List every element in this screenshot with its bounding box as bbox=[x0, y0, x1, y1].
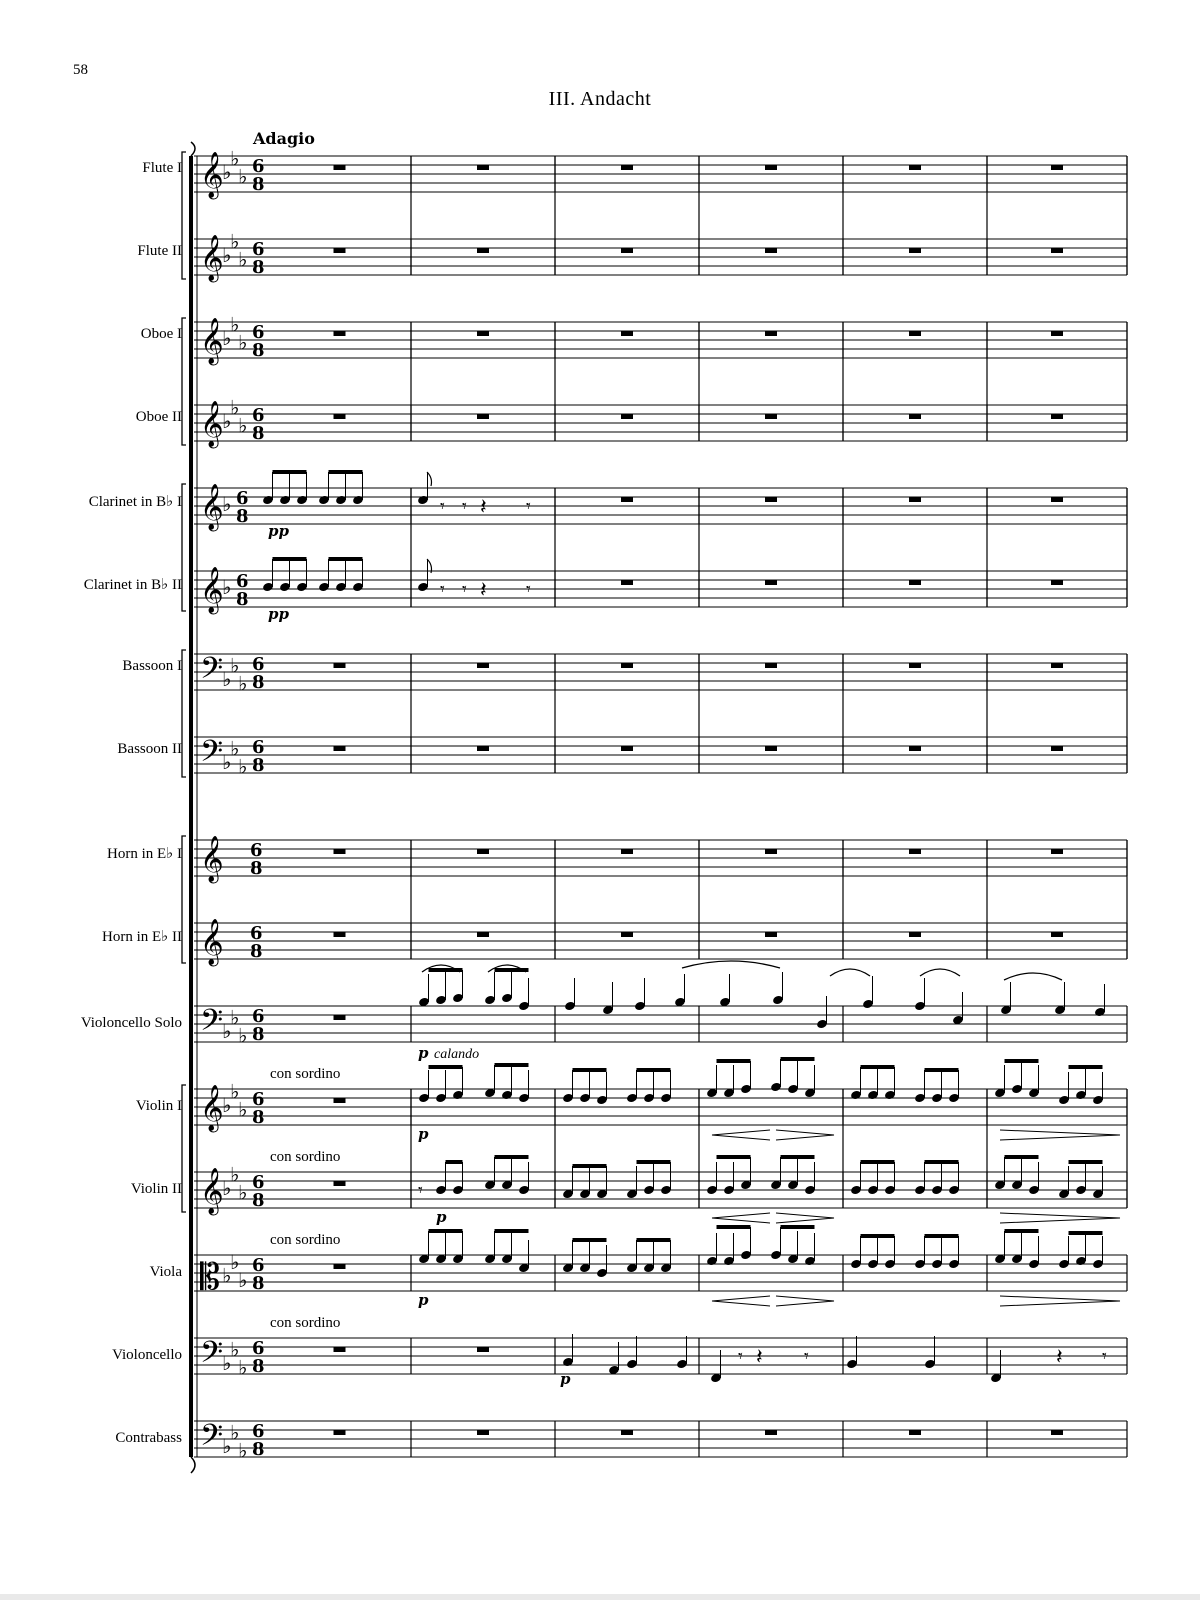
time-signature-bottom: 8 bbox=[252, 1273, 265, 1294]
treble-clef-icon: 𝄞 bbox=[200, 1168, 224, 1214]
whole-rest bbox=[909, 663, 921, 668]
slur bbox=[830, 969, 870, 976]
key-flat: ♭ bbox=[222, 1093, 232, 1117]
whole-rest bbox=[765, 1430, 777, 1435]
whole-rest bbox=[621, 165, 633, 170]
bass-clef-icon: 𝄢 bbox=[200, 1004, 224, 1045]
key-flat: ♭ bbox=[222, 1019, 232, 1043]
time-signature-top: 6 bbox=[252, 1089, 265, 1110]
con-sordino-violin-2: con sordino bbox=[270, 1149, 341, 1165]
time-signature-bottom: 8 bbox=[252, 174, 265, 195]
key-flat: ♭ bbox=[222, 750, 232, 774]
key-flat: ♭ bbox=[222, 1351, 232, 1375]
whole-rest bbox=[621, 414, 633, 419]
whole-rest bbox=[1051, 248, 1063, 253]
whole-rest bbox=[477, 663, 489, 668]
whole-rest bbox=[334, 331, 346, 336]
diminuendo-hairpin bbox=[1000, 1296, 1120, 1306]
whole-rest bbox=[334, 1264, 346, 1269]
time-signature-bottom: 8 bbox=[252, 1190, 265, 1211]
whole-rest bbox=[1051, 414, 1063, 419]
key-flat: ♭ bbox=[222, 1263, 232, 1288]
whole-rest bbox=[765, 663, 777, 668]
eighth-rest: 𝄾 bbox=[440, 579, 445, 600]
whole-rest bbox=[909, 414, 921, 419]
bracket-bassoons bbox=[182, 650, 186, 777]
instrument-label-oboe-1: Oboe I bbox=[140, 326, 182, 342]
key-flat: ♭ bbox=[238, 1268, 248, 1292]
time-signature-bottom: 8 bbox=[252, 755, 265, 776]
whole-rest bbox=[477, 248, 489, 253]
whole-rest bbox=[334, 663, 346, 668]
time-signature-bottom: 8 bbox=[250, 941, 263, 962]
key-flat: ♭ bbox=[230, 1420, 240, 1445]
key-flat: ♭ bbox=[222, 492, 232, 516]
time-signature-bottom: 8 bbox=[236, 589, 249, 610]
whole-rest bbox=[477, 414, 489, 419]
time-signature-bottom: 8 bbox=[252, 1356, 265, 1377]
key-flat: ♭ bbox=[230, 312, 240, 337]
bass-clef-icon: 𝄢 bbox=[200, 1419, 224, 1460]
time-signature-bottom: 8 bbox=[252, 257, 265, 278]
whole-rest bbox=[621, 849, 633, 854]
page-bottom-edge bbox=[0, 1594, 1200, 1600]
whole-rest bbox=[909, 248, 921, 253]
key-flat: ♭ bbox=[238, 413, 248, 438]
whole-rest bbox=[1051, 580, 1063, 585]
key-flat: ♭ bbox=[238, 164, 248, 189]
eighth-rest: 𝄾 bbox=[418, 1180, 423, 1201]
key-flat: ♭ bbox=[230, 146, 240, 171]
key-flat: ♭ bbox=[222, 1434, 232, 1458]
whole-rest bbox=[477, 849, 489, 854]
whole-rest bbox=[477, 932, 489, 937]
eighth-rest: 𝄾 bbox=[440, 496, 445, 517]
key-flat: ♭ bbox=[230, 1250, 240, 1274]
key-flat: ♭ bbox=[238, 1180, 248, 1205]
time-signature-top: 6 bbox=[236, 571, 249, 592]
eighth-rest: 𝄾 bbox=[526, 579, 531, 600]
time-signature-top: 6 bbox=[236, 488, 249, 509]
bracket-violins bbox=[182, 1085, 186, 1212]
key-flat: ♭ bbox=[238, 1023, 248, 1048]
time-signature-top: 6 bbox=[252, 1255, 265, 1276]
expression-calando: calando bbox=[434, 1047, 480, 1062]
whole-rest bbox=[334, 1181, 346, 1186]
instrument-label-bassoon-1: Bassoon I bbox=[122, 658, 182, 674]
whole-rest bbox=[1051, 165, 1063, 170]
whole-rest bbox=[334, 932, 346, 937]
time-signature-bottom: 8 bbox=[252, 1107, 265, 1128]
bracket-flutes bbox=[182, 152, 186, 279]
whole-rest bbox=[334, 165, 346, 170]
key-flat: ♭ bbox=[222, 160, 232, 184]
quarter-rest: 𝄽 bbox=[1056, 1345, 1063, 1370]
time-signature-top: 6 bbox=[252, 1172, 265, 1193]
dynamic-pp: pp bbox=[268, 605, 289, 623]
key-flat: ♭ bbox=[222, 575, 232, 599]
key-flat: ♭ bbox=[222, 243, 232, 267]
time-signature-bottom: 8 bbox=[252, 423, 265, 444]
system-bracket-bottom bbox=[191, 1457, 195, 1473]
dynamic-p: p bbox=[418, 1125, 429, 1143]
treble-clef-icon: 𝄞 bbox=[200, 401, 224, 447]
instrument-label-horn-1: Horn in E♭ I bbox=[107, 846, 182, 862]
key-flat: ♭ bbox=[230, 1079, 240, 1104]
whole-rest bbox=[1051, 849, 1063, 854]
quarter-rest: 𝄽 bbox=[756, 1345, 763, 1370]
whole-rest bbox=[334, 414, 346, 419]
time-signature-top: 6 bbox=[252, 1006, 265, 1027]
time-signature-top: 6 bbox=[252, 1421, 265, 1442]
tempo-marking: Adagio bbox=[253, 129, 315, 148]
diminuendo-hairpin bbox=[1000, 1213, 1120, 1223]
key-flat: ♭ bbox=[238, 1438, 248, 1463]
instrument-label-contrabass: Contrabass bbox=[115, 1430, 182, 1446]
time-signature-top: 6 bbox=[252, 239, 265, 260]
whole-rest bbox=[334, 1098, 346, 1103]
time-signature-top: 6 bbox=[252, 405, 265, 426]
whole-rest bbox=[1051, 497, 1063, 502]
time-signature-top: 6 bbox=[250, 923, 263, 944]
whole-rest bbox=[621, 746, 633, 751]
whole-rest bbox=[621, 497, 633, 502]
eighth-rest: 𝄾 bbox=[526, 496, 531, 517]
quarter-rest: 𝄽 bbox=[480, 578, 487, 603]
slur bbox=[920, 969, 960, 976]
whole-rest bbox=[765, 331, 777, 336]
time-signature-top: 6 bbox=[250, 840, 263, 861]
instrument-label-flute-2: Flute II bbox=[137, 243, 182, 259]
crescendo-hairpin bbox=[712, 1130, 770, 1140]
time-signature-bottom: 8 bbox=[250, 858, 263, 879]
whole-rest bbox=[765, 932, 777, 937]
key-flat: ♭ bbox=[230, 653, 240, 678]
whole-rest bbox=[334, 1015, 346, 1020]
whole-rest bbox=[334, 849, 346, 854]
key-flat: ♭ bbox=[238, 247, 248, 272]
time-signature-top: 6 bbox=[252, 1338, 265, 1359]
whole-rest bbox=[621, 331, 633, 336]
diminuendo-hairpin bbox=[776, 1296, 834, 1306]
instrument-label-clarinet-1: Clarinet in B♭ I bbox=[88, 494, 182, 510]
treble-clef-icon: 𝄞 bbox=[200, 1085, 224, 1131]
whole-rest bbox=[909, 580, 921, 585]
con-sordino-violin-1: con sordino bbox=[270, 1066, 341, 1082]
bracket-horns bbox=[182, 836, 186, 963]
instrument-label-horn-2: Horn in E♭ II bbox=[102, 929, 182, 945]
key-flat: ♭ bbox=[238, 754, 248, 779]
treble-clef-icon: 𝄞 bbox=[200, 318, 224, 364]
whole-rest bbox=[477, 331, 489, 336]
whole-rest bbox=[334, 746, 346, 751]
treble-clef-icon: 𝄞 bbox=[200, 152, 224, 198]
whole-rest bbox=[1051, 1430, 1063, 1435]
eighth-rest: 𝄾 bbox=[462, 496, 467, 517]
instrument-label-violoncello: Violoncello bbox=[112, 1347, 182, 1363]
instrument-label-flute-1: Flute I bbox=[142, 160, 182, 176]
dynamic-pp: pp bbox=[268, 522, 289, 540]
time-signature-top: 6 bbox=[252, 156, 265, 177]
time-signature-bottom: 8 bbox=[252, 1024, 265, 1045]
instrument-label-bassoon-2: Bassoon II bbox=[117, 741, 182, 757]
whole-rest bbox=[1051, 932, 1063, 937]
movement-title: III. Andacht bbox=[548, 88, 652, 110]
whole-rest bbox=[621, 248, 633, 253]
diminuendo-hairpin bbox=[776, 1213, 834, 1223]
eighth-rest: 𝄾 bbox=[804, 1346, 809, 1367]
time-signature-top: 6 bbox=[252, 322, 265, 343]
whole-rest bbox=[909, 331, 921, 336]
dynamic-p: p bbox=[418, 1044, 429, 1062]
crescendo-hairpin bbox=[712, 1296, 770, 1306]
key-flat: ♭ bbox=[222, 326, 232, 350]
whole-rest bbox=[765, 248, 777, 253]
key-flat: ♭ bbox=[238, 1097, 248, 1122]
bracket-oboes bbox=[182, 318, 186, 445]
alto-clef-icon: 𝄡 bbox=[200, 1257, 221, 1298]
whole-rest bbox=[621, 932, 633, 937]
whole-rest bbox=[477, 165, 489, 170]
key-flat: ♭ bbox=[238, 330, 248, 355]
slur bbox=[1004, 973, 1062, 980]
time-signature-bottom: 8 bbox=[252, 672, 265, 693]
eighth-rest: 𝄾 bbox=[738, 1346, 743, 1367]
key-flat: ♭ bbox=[238, 1355, 248, 1380]
whole-rest bbox=[909, 165, 921, 170]
instrument-label-oboe-2: Oboe II bbox=[135, 409, 182, 425]
bass-clef-icon: 𝄢 bbox=[200, 1336, 224, 1377]
instrument-label-violin-1: Violin I bbox=[135, 1098, 182, 1114]
whole-rest bbox=[765, 414, 777, 419]
slur bbox=[682, 961, 780, 968]
quarter-rest: 𝄽 bbox=[480, 495, 487, 520]
treble-clef-icon: 𝄞 bbox=[200, 484, 224, 530]
whole-rest bbox=[621, 1430, 633, 1435]
bracket-clarinets bbox=[182, 484, 186, 611]
instrument-label-clarinet-2: Clarinet in B♭ II bbox=[83, 577, 182, 593]
bass-clef-icon: 𝄢 bbox=[200, 652, 224, 693]
diminuendo-hairpin bbox=[1000, 1130, 1120, 1140]
time-signature-bottom: 8 bbox=[252, 340, 265, 361]
time-signature-top: 6 bbox=[252, 737, 265, 758]
crescendo-hairpin bbox=[712, 1213, 770, 1223]
key-flat: ♭ bbox=[230, 1162, 240, 1187]
key-flat: ♭ bbox=[230, 1337, 240, 1362]
instrument-label-viola: Viola bbox=[149, 1264, 182, 1280]
whole-rest bbox=[765, 580, 777, 585]
whole-rest bbox=[334, 248, 346, 253]
diminuendo-hairpin bbox=[776, 1130, 834, 1140]
whole-rest bbox=[1051, 663, 1063, 668]
treble-clef-icon: 𝄞 bbox=[200, 836, 224, 882]
whole-rest bbox=[765, 165, 777, 170]
whole-rest bbox=[334, 1430, 346, 1435]
whole-rest bbox=[909, 1430, 921, 1435]
eighth-rest: 𝄾 bbox=[1102, 1346, 1107, 1367]
whole-rest bbox=[1051, 331, 1063, 336]
instrument-label-cello-solo: Violoncello Solo bbox=[80, 1015, 182, 1031]
treble-clef-icon: 𝄞 bbox=[200, 919, 224, 965]
key-flat: ♭ bbox=[230, 1005, 240, 1030]
whole-rest bbox=[477, 746, 489, 751]
whole-rest bbox=[909, 746, 921, 751]
key-flat: ♭ bbox=[230, 736, 240, 761]
treble-clef-icon: 𝄞 bbox=[200, 235, 224, 281]
whole-rest bbox=[909, 497, 921, 502]
whole-rest bbox=[621, 580, 633, 585]
dynamic-p: p bbox=[436, 1208, 447, 1226]
time-signature-top: 6 bbox=[252, 654, 265, 675]
whole-rest bbox=[1051, 746, 1063, 751]
key-flat: ♭ bbox=[222, 667, 232, 691]
whole-rest bbox=[765, 746, 777, 751]
key-flat: ♭ bbox=[238, 671, 248, 696]
treble-clef-icon: 𝄞 bbox=[200, 567, 224, 613]
con-sordino-viola: con sordino bbox=[270, 1232, 341, 1248]
whole-rest bbox=[909, 932, 921, 937]
key-flat: ♭ bbox=[230, 395, 240, 420]
time-signature-bottom: 8 bbox=[252, 1439, 265, 1460]
system-bracket-top bbox=[191, 142, 195, 156]
time-signature-bottom: 8 bbox=[236, 506, 249, 527]
instrument-label-violin-2: Violin II bbox=[130, 1181, 182, 1197]
con-sordino-violoncello: con sordino bbox=[270, 1315, 341, 1331]
key-flat: ♭ bbox=[222, 409, 232, 433]
key-flat: ♭ bbox=[222, 1176, 232, 1200]
bass-clef-icon: 𝄢 bbox=[200, 735, 224, 776]
whole-rest bbox=[621, 663, 633, 668]
dynamic-p: p bbox=[418, 1291, 429, 1309]
whole-rest bbox=[477, 1347, 489, 1352]
whole-rest bbox=[334, 1347, 346, 1352]
whole-rest bbox=[765, 849, 777, 854]
whole-rest bbox=[477, 1430, 489, 1435]
eighth-rest: 𝄾 bbox=[462, 579, 467, 600]
whole-rest bbox=[765, 497, 777, 502]
whole-rest bbox=[909, 849, 921, 854]
dynamic-p: p bbox=[560, 1370, 571, 1388]
key-flat: ♭ bbox=[230, 229, 240, 254]
page-number: 58 bbox=[73, 62, 88, 78]
